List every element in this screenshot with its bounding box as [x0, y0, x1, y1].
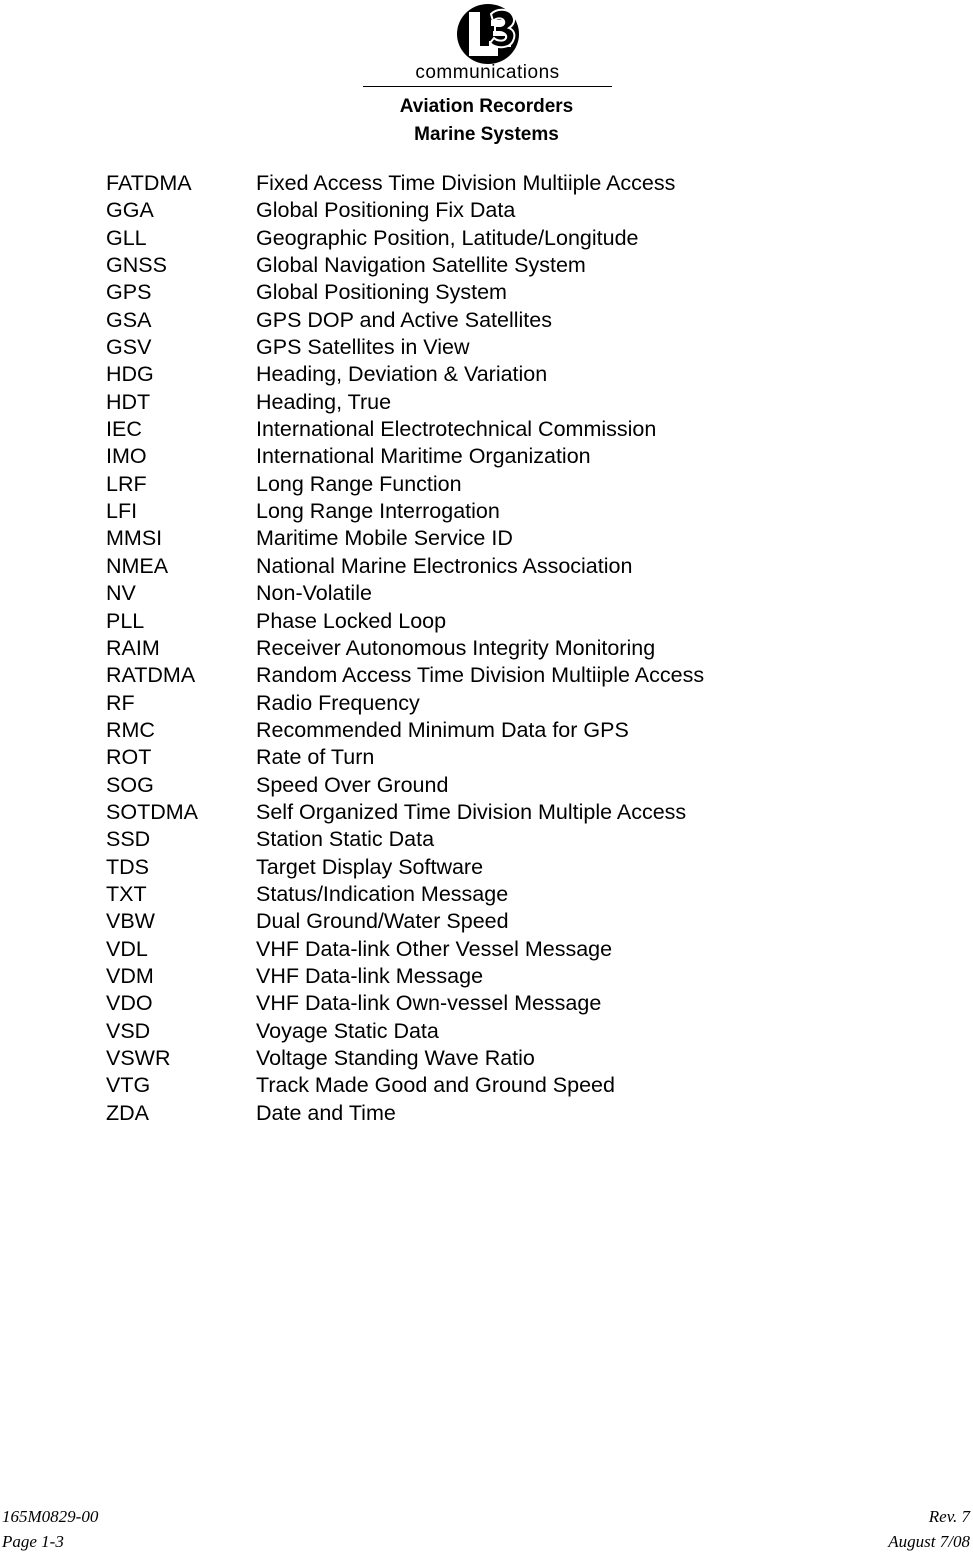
acronym-row — [106, 225, 866, 252]
acronym-abbr: HDG — [106, 362, 154, 387]
acronym-abbr: NMEA — [106, 553, 169, 578]
acronym-row — [106, 1100, 866, 1127]
acronym-definition: VHF Data-link Message — [256, 963, 484, 988]
acronym-row — [106, 334, 866, 361]
acronym-definition: Rate of Turn — [256, 745, 375, 770]
acronym-definition: Maritime Mobile Service ID — [256, 526, 513, 551]
acronym-definition: Non‑Volatile — [256, 581, 372, 606]
acronym-definition: Speed Over Ground — [256, 772, 449, 797]
acronym-definition: GPS DOP and Active Satellites — [256, 307, 552, 332]
acronym-abbr: GPS — [106, 280, 152, 305]
acronym-definition: Heading, Deviation & Variation — [256, 362, 548, 387]
acronym-row — [106, 799, 866, 826]
acronym-definition: VHF Data-link Other Vessel Message — [256, 936, 613, 961]
acronym-list — [106, 170, 866, 1127]
acronym-row — [106, 170, 866, 197]
acronym-abbr: VTG — [106, 1073, 151, 1098]
acronym-abbr: SOG — [106, 772, 154, 797]
footer-right — [888, 1504, 970, 1554]
acronym-abbr: GGA — [106, 198, 154, 223]
acronym-row — [106, 963, 866, 990]
acronym-row — [106, 826, 866, 853]
acronym-definition: GPS Satellites in View — [256, 335, 470, 360]
acronym-abbr: SOTDMA — [106, 799, 198, 824]
acronym-abbr: GNSS — [106, 253, 167, 278]
acronym-definition: Random Access Time Division Multiiple Access — [256, 663, 705, 688]
revision: Rev. 7 — [928, 1507, 970, 1526]
acronym-definition: Track Made Good and Ground Speed — [256, 1073, 615, 1098]
acronym-row — [106, 772, 866, 799]
acronym-row — [106, 1045, 866, 1072]
acronym-definition: Receiver Autonomous Integrity Monitoring — [256, 635, 656, 660]
acronym-abbr: NV — [106, 581, 136, 606]
acronym-definition: International Electrotechnical Commission — [256, 417, 657, 442]
acronym-abbr: RF — [106, 690, 135, 715]
acronym-definition: Long Range Function — [256, 471, 462, 496]
page-header — [0, 0, 973, 160]
acronym-abbr: MMSI — [106, 526, 163, 551]
logo-rule — [363, 86, 612, 87]
acronym-definition: Voltage Standing Wave Ratio — [256, 1046, 535, 1070]
acronym-abbr: IEC — [106, 417, 142, 442]
acronym-row — [106, 197, 866, 224]
acronym-row — [106, 854, 866, 881]
acronym-definition: Global Positioning Fix Data — [256, 198, 516, 223]
acronym-row — [106, 635, 866, 662]
acronym-abbr: RATDMA — [106, 663, 196, 688]
acronym-abbr: GSV — [106, 335, 152, 360]
acronym-abbr: IMO — [106, 444, 147, 469]
acronym-definition: Fixed Access Time Division Multiiple Access — [256, 171, 676, 195]
acronym-row — [106, 936, 866, 963]
l3-logo-icon — [455, 2, 525, 66]
acronym-abbr: LFI — [106, 499, 138, 524]
acronym-definition: Global Navigation Satellite System — [256, 253, 586, 278]
acronym-definition: International Maritime Organization — [256, 444, 591, 469]
acronym-row — [106, 908, 866, 935]
acronym-row — [106, 498, 866, 525]
acronym-abbr: FATDMA — [106, 171, 192, 195]
acronym-abbr: VBW — [106, 909, 155, 934]
acronym-row — [106, 690, 866, 717]
acronym-row — [106, 881, 866, 908]
acronym-row — [106, 416, 866, 443]
division-aviation-recorders: Aviation Recorders — [399, 96, 574, 117]
acronym-abbr: GSA — [106, 307, 152, 332]
acronym-row — [106, 1072, 866, 1099]
acronym-abbr: RMC — [106, 717, 155, 742]
acronym-definition: Status/Indication Message — [256, 881, 509, 906]
acronym-row — [106, 307, 866, 334]
logo-wordmark: communications — [415, 62, 560, 83]
acronym-abbr: ZDA — [106, 1100, 149, 1125]
acronym-definition: Heading, True — [256, 389, 392, 414]
acronym-abbr: RAIM — [106, 635, 160, 660]
acronym-definition: VHF Data-link Own-vessel Message — [256, 991, 602, 1016]
revision-date: August 7/08 — [888, 1532, 970, 1551]
division-marine-systems: Marine Systems — [414, 124, 559, 145]
acronym-row — [106, 252, 866, 279]
acronym-row — [106, 389, 866, 416]
acronym-row — [106, 553, 866, 580]
footer-left — [2, 1504, 98, 1554]
acronym-row — [106, 990, 866, 1017]
acronym-definition: Date and Time — [256, 1100, 396, 1125]
acronym-row — [106, 471, 866, 498]
acronym-abbr: LRF — [106, 471, 147, 496]
acronym-row — [106, 361, 866, 388]
acronym-definition: Global Positioning System — [256, 280, 507, 305]
doc-number: 165M0829‑00 — [2, 1507, 99, 1526]
acronym-row — [106, 717, 866, 744]
acronym-abbr: VSD — [106, 1018, 151, 1043]
acronym-definition: Dual Ground/Water Speed — [256, 909, 509, 934]
acronym-abbr: ROT — [106, 745, 152, 770]
acronym-definition: Voyage Static Data — [256, 1018, 439, 1043]
acronym-row — [106, 443, 866, 470]
acronym-row — [106, 525, 866, 552]
acronym-abbr: SSD — [106, 827, 151, 852]
acronym-abbr: VDM — [106, 963, 154, 988]
acronym-definition: Radio Frequency — [256, 690, 420, 715]
acronym-abbr: VDL — [106, 936, 148, 961]
acronym-definition: Recommended Minimum Data for GPS — [256, 717, 629, 742]
acronym-row — [106, 662, 866, 689]
acronym-abbr: GLL — [106, 225, 147, 250]
acronym-definition: Self Organized Time Division Multiple Access — [256, 799, 687, 824]
acronym-definition: National Marine Electronics Association — [256, 553, 633, 578]
acronym-definition: Target Display Software — [256, 854, 484, 879]
page-number: Page 1‑3 — [2, 1532, 64, 1551]
acronym-abbr: VSWR — [106, 1046, 171, 1070]
acronym-definition: Phase Locked Loop — [256, 608, 447, 633]
acronym-definition: Geographic Position, Latitude/Longitude — [256, 225, 639, 250]
acronym-abbr: VDO — [106, 991, 153, 1016]
acronym-definition: Long Range Interrogation — [256, 499, 500, 524]
acronym-row — [106, 279, 866, 306]
acronym-row — [106, 1018, 866, 1045]
acronym-abbr: PLL — [106, 608, 145, 633]
acronym-row — [106, 608, 866, 635]
acronym-row — [106, 744, 866, 771]
acronym-abbr: TXT — [106, 881, 147, 906]
acronym-row — [106, 580, 866, 607]
acronym-abbr: TDS — [106, 854, 149, 879]
acronym-definition: Station Static Data — [256, 827, 435, 852]
acronym-abbr: HDT — [106, 389, 151, 414]
